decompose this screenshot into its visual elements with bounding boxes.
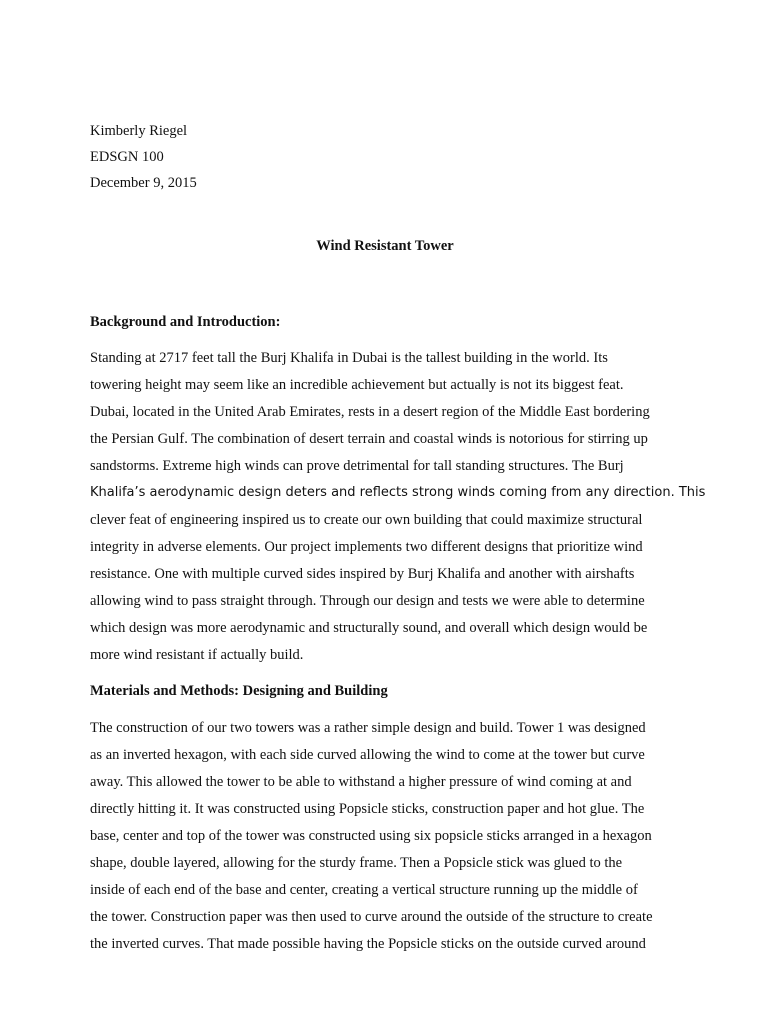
paragraph-line: inside of each end of the base and center, creating a vertical structure running up the middle of xyxy=(90,882,638,898)
course-code: EDSGN 100 xyxy=(90,149,164,165)
paragraph-line: directly hitting it. It was constructed using Popsicle sticks, construction paper and hot glue. The xyxy=(90,801,645,817)
paragraph-line: Standing at 2717 feet tall the Burj Khalifa in Dubai is the tallest building in the world. Its xyxy=(90,350,608,366)
paragraph-line: Khalifa’s aerodynamic design deters and reflects strong winds coming from any direction. This xyxy=(90,485,706,500)
paragraph-line: towering height may seem like an incredible achievement but actually is not its biggest feat. xyxy=(90,377,624,393)
paragraph-line: sandstorms. Extreme high winds can prove detrimental for tall standing structures. The Burj xyxy=(90,458,624,474)
paragraph-line: base, center and top of the tower was constructed using six popsicle sticks arranged in a hexagon xyxy=(90,828,652,844)
paragraph-line: clever feat of engineering inspired us to create our own building that could maximize structural xyxy=(90,512,643,528)
paragraph-line: Dubai, located in the United Arab Emirates, rests in a desert region of the Middle East bordering xyxy=(90,404,650,420)
paragraph-line: the Persian Gulf. The combination of desert terrain and coastal winds is notorious for stirring up xyxy=(90,431,648,447)
paragraph-line: The construction of our two towers was a rather simple design and build. Tower 1 was designed xyxy=(90,720,646,736)
paragraph-line: away. This allowed the tower to be able to withstand a higher pressure of wind coming at and xyxy=(90,774,632,790)
document-title: Wind Resistant Tower xyxy=(316,238,454,254)
paragraph-line: more wind resistant if actually build. xyxy=(90,647,304,663)
paragraph-line: integrity in adverse elements. Our project implements two different designs that prioritize wind xyxy=(90,539,643,555)
paragraph-line: which design was more aerodynamic and structurally sound, and overall which design would be xyxy=(90,620,648,636)
section-heading-materials: Materials and Methods: Designing and Building xyxy=(90,683,388,699)
paragraph-line: as an inverted hexagon, with each side curved allowing the wind to come at the tower but curve xyxy=(90,747,645,763)
document-date: December 9, 2015 xyxy=(90,175,197,191)
paragraph-line: shape, double layered, allowing for the sturdy frame. Then a Popsicle stick was glued to the xyxy=(90,855,623,871)
section-heading-background: Background and Introduction: xyxy=(90,314,281,330)
author-name: Kimberly Riegel xyxy=(90,123,188,139)
paragraph-line: the inverted curves. That made possible having the Popsicle sticks on the outside curved around xyxy=(90,936,646,952)
paragraph-line: the tower. Construction paper was then used to curve around the outside of the structure to create xyxy=(90,909,653,925)
paragraph-line: resistance. One with multiple curved sides inspired by Burj Khalifa and another with airshafts xyxy=(90,566,635,582)
paragraph-line: allowing wind to pass straight through. Through our design and tests we were able to determine xyxy=(90,593,645,609)
